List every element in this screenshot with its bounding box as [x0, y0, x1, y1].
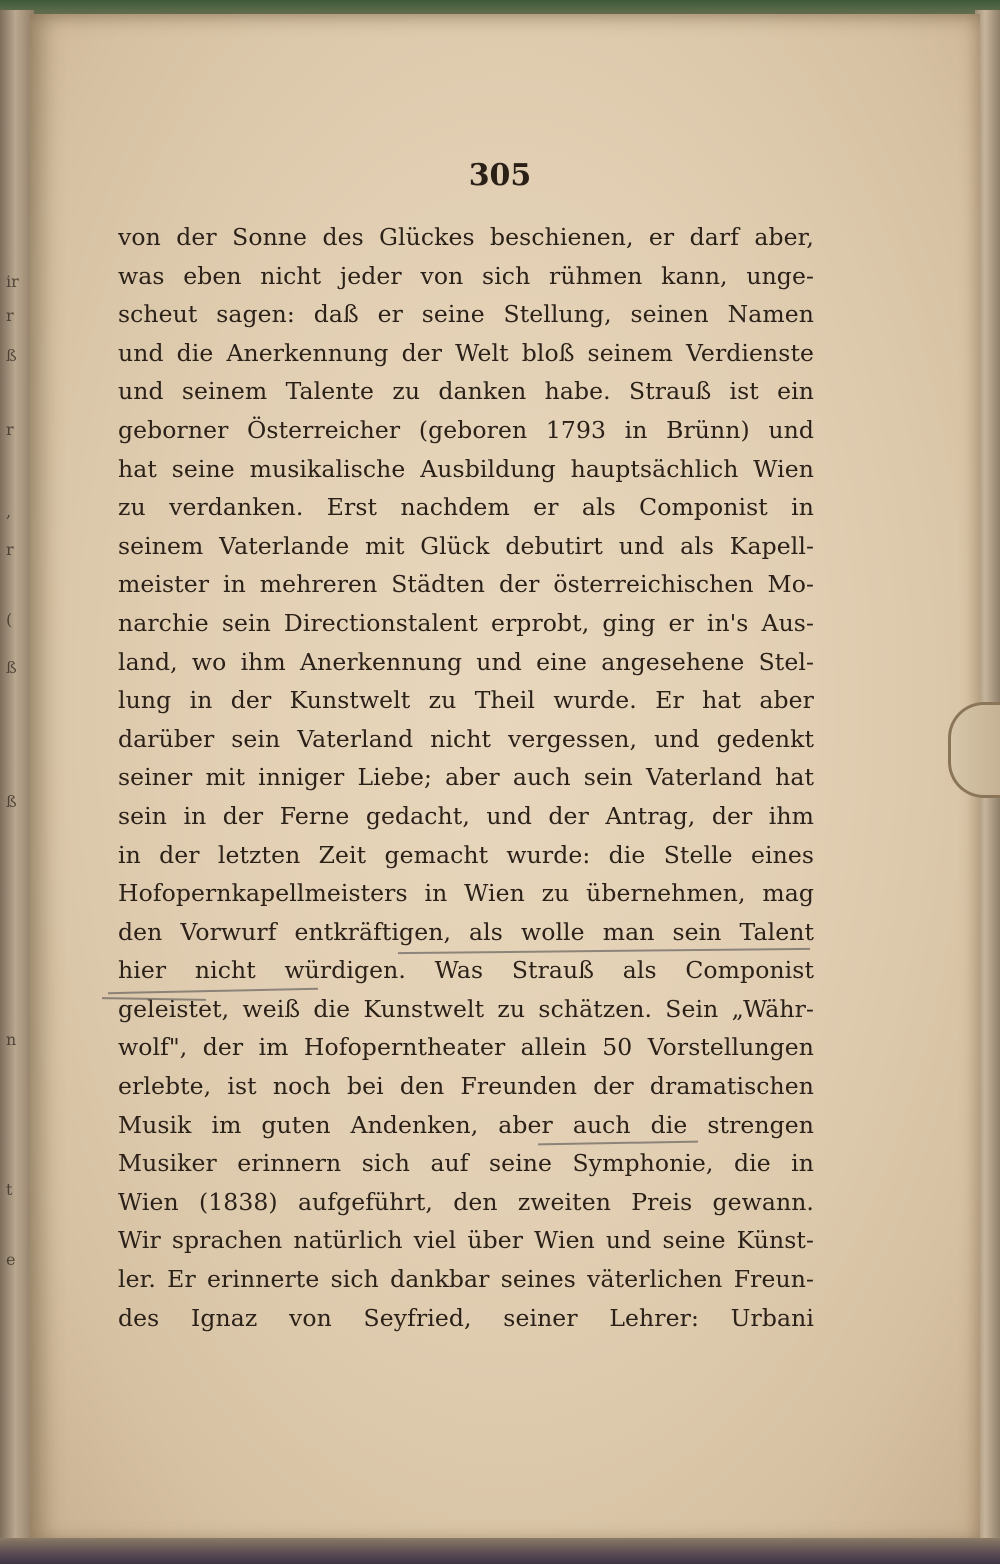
text-line: narchie sein Directionstalent erprobt, ging er in's Aus-: [118, 608, 814, 637]
facing-page-edge: ir r ß r , r ( ß ß n t e: [0, 10, 34, 1550]
text-line: den Vorwurf entkräftigen, als wolle man sein Talent: [118, 917, 814, 946]
text-line: sein in der Ferne gedacht, und der Antrag, der ihm: [118, 801, 814, 830]
text-line: Wien (1838) aufgeführt, den zweiten Preis gewann.: [118, 1187, 814, 1216]
text-line: Wir sprachen natürlich viel über Wien und seine Künst-: [118, 1226, 814, 1255]
text-line: meister in mehreren Städten der österreichischen Mo-: [118, 570, 814, 599]
text-line: lung in der Kunstwelt zu Theil wurde. Er hat aber: [118, 686, 814, 715]
text-line: in der letzten Zeit gemacht wurde: die Stelle eines: [118, 840, 814, 869]
text-line: seiner mit inniger Liebe; aber auch sein Vaterland hat: [118, 763, 814, 792]
text-line: Musik im guten Andenken, aber auch die strengen: [118, 1110, 814, 1139]
text-line: zu verdanken. Erst nachdem er als Componist in: [118, 493, 814, 522]
text-line: geborner Österreicher (geboren 1793 in Brünn) und: [118, 415, 814, 444]
text-line: hier nicht würdigen. Was Strauß als Componist: [118, 956, 814, 985]
page-number: 305: [468, 158, 532, 193]
text-line: ler. Er erinnerte sich dankbar seines väterlichen Freun-: [118, 1265, 814, 1294]
text-line: erlebte, ist noch bei den Freunden der dramatischen: [118, 1072, 814, 1101]
text-line: geleistet, weiß die Kunstwelt zu schätzen. Sein „Währ-: [118, 994, 814, 1023]
text-line: und die Anerkennung der Welt bloß seinem Verdienste: [118, 338, 814, 367]
text-line: wolf", der im Hofoperntheater allein 50 Vorstellungen: [118, 1033, 814, 1062]
text-line: darüber sein Vaterland nicht vergessen, und gedenkt: [118, 724, 814, 753]
text-line: land, wo ihm Anerkennung und eine angesehene Stel-: [118, 647, 814, 676]
text-line: des Ignaz von Seyfried, seiner Lehrer: Urbani: [118, 1303, 814, 1332]
text-line: hat seine musikalische Ausbildung hauptsächlich Wien: [118, 454, 814, 483]
book-clasp: [948, 702, 1000, 798]
text-line: seinem Vaterlande mit Glück debutirt und als Kapell-: [118, 531, 814, 560]
text-line: von der Sonne des Glückes beschienen, er darf aber,: [118, 223, 814, 251]
text-line: Musiker erinnern sich auf seine Symphonie, die in: [118, 1149, 814, 1178]
text-line: scheut sagen: daß er seine Stellung, seinen Namen: [118, 300, 814, 329]
book-cover-bottom-edge: [0, 1538, 1000, 1564]
text-line: und seinem Talente zu danken habe. Strauß ist ein: [118, 377, 814, 406]
text-line: Hofopernkapellmeisters in Wien zu übernehmen, mag: [118, 879, 814, 908]
page-body-text: [118, 218, 814, 1337]
text-line: was eben nicht jeder von sich rühmen kann, unge-: [118, 261, 814, 290]
